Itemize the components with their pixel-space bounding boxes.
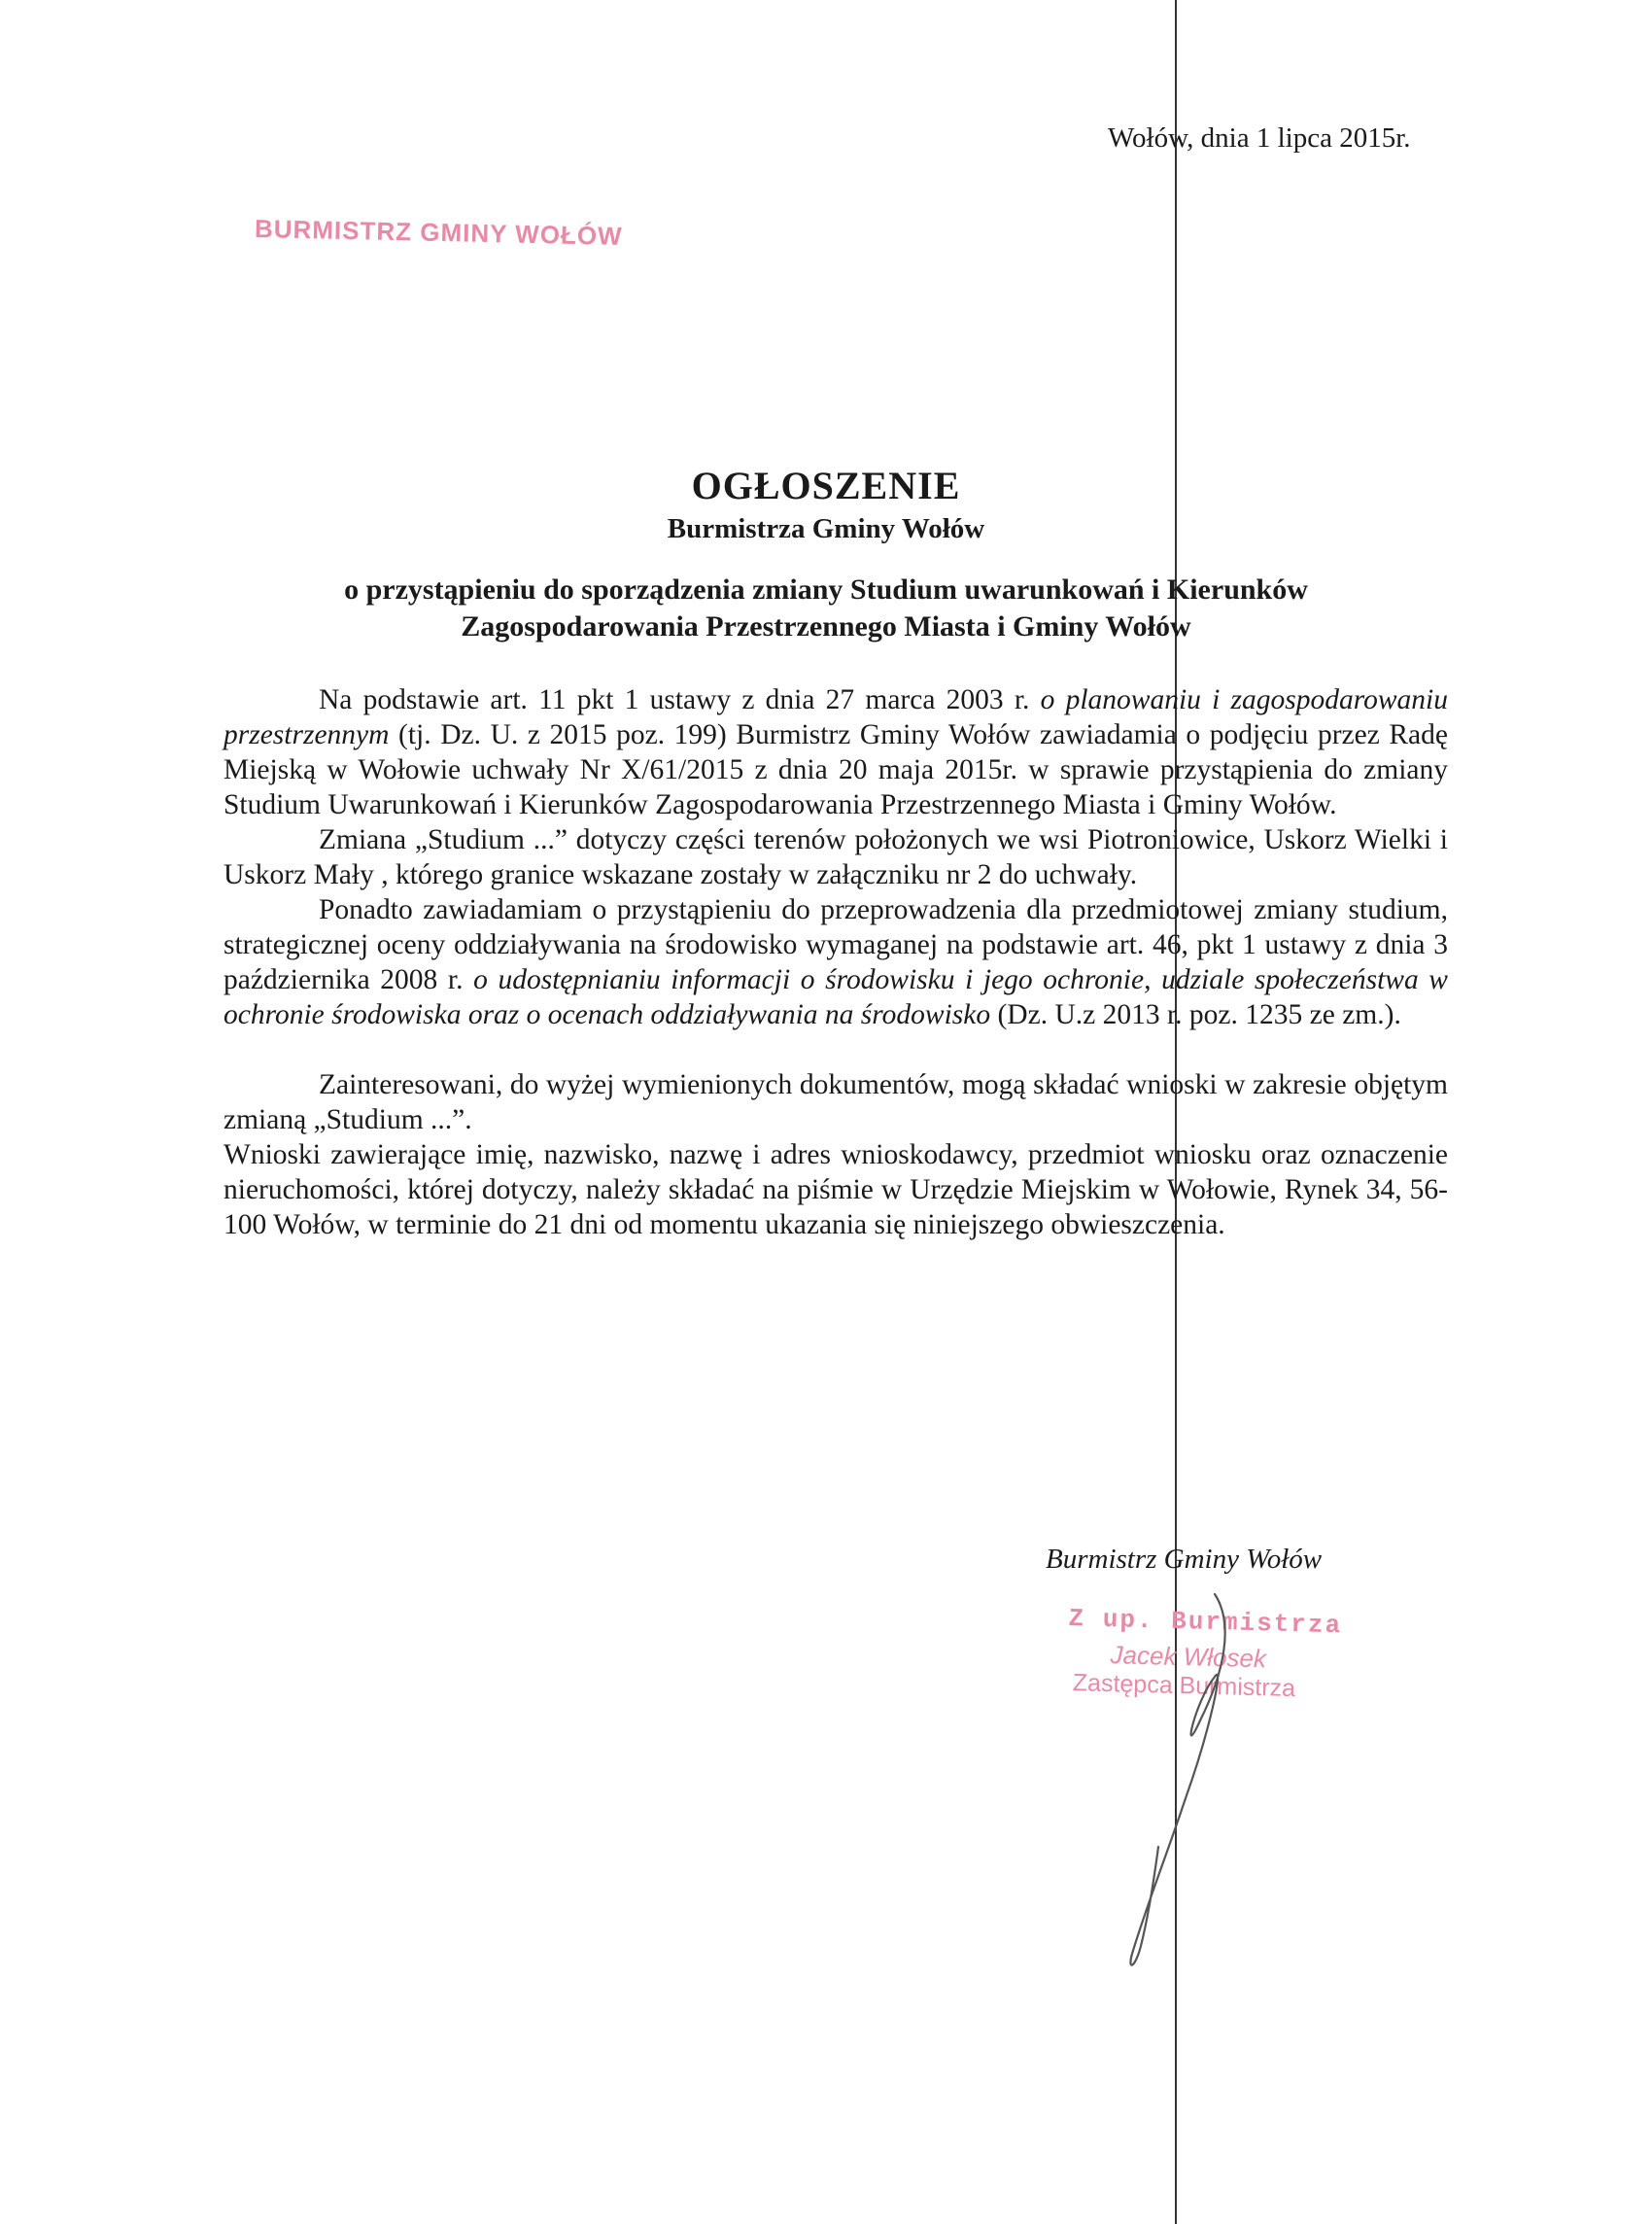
document-subtitle: Burmistrza Gminy Wołów [667,513,985,544]
handwritten-signature [1108,1584,1263,1993]
signature-stamp-line-3: Zastępca Burmistrza [1072,1669,1296,1703]
paragraph-3-italic: o udostępnianiu informacji o środowisku i jego ochronie, udziale społeczeństwa w ochronie środowiska oraz o ocenach oddziaływania na środowisko [224,964,1448,1030]
paragraph-4: Zainteresowani, do wyżej wymienionych dokumentów, mogą składać wnioski w zakresie objętym zmianą „Studium ...”. [224,1069,1448,1135]
heading-line-1: o przystąpieniu do sporządzenia zmiany Studium uwarunkowań i Kierunków [344,573,1308,606]
paragraph-1 [224,682,1448,822]
date-line: Wołów, dnia 1 lipca 2015r. [1108,122,1411,154]
issuer-stamp: BURMISTRZ GMINY WOŁÓW [254,214,623,251]
paragraph-1-italic: o planowaniu i zagospodarowaniu przestrzennym [224,684,1448,750]
paragraph-2: Zmiana „Studium ...” dotyczy części terenów położonych we wsi Piotroniowice, Uskorz Wielki i Uskorz Mały , którego granice wskazane zostały w załączniku nr 2 do uchwały. [224,824,1448,890]
paragraph-5: Wnioski zawierające imię, nazwisko, nazwę i adres wnioskodawcy, przedmiot wniosku oraz oznaczenie nieruchomości, której dotyczy, należy składać na piśmie w Urzędzie Miejskim w Wołowie, Rynek 34, 56-100 Wołów, w terminie do 21 dni od momentu ukazania się niniejszego obwieszczenia. [224,1139,1448,1240]
paragraph-3-text-a: Ponadto zawiadamiam o przystąpieniu do przeprowadzenia dla przedmiotowej zmiany studium, strategicznej oceny oddziaływania na środowisko wymaganej na podstawie art. 46, pkt 1 ustawy z dnia 3 października 2008 r. [224,894,1448,995]
paragraph-3-text-b: (Dz. U.z 2013 r. poz. 1235 ze zm.). [990,999,1401,1030]
signature-title: Burmistrz Gminy Wołów [1046,1544,1323,1575]
signature-stamp-line-1: Z up. Burmistrza [1068,1604,1343,1641]
paragraph-3 [224,892,1448,1032]
document-heading [194,572,1458,645]
paragraph-1-text-b: (tj. Dz. U. z 2015 poz. 199) Burmistrz Gminy Wołów zawiadamia o podjęciu przez Radę Miejską w Wołowie uchwały Nr X/61/2015 z dnia 20 maja 2015r. w sprawie przystąpienia do zmiany Studium Uwarunkowań i Kierunków Zagospodarowania Przestrzennego Miasta i Gminy Wołów. [224,719,1448,820]
paragraph-1-text-a: Na podstawie art. 11 pkt 1 ustawy z dnia 27 marca 2003 r. [319,684,1041,715]
heading-line-2: Zagospodarowania Przestrzennego Miasta i Gminy Wołów [461,610,1191,643]
document-title: OGŁOSZENIE [691,464,961,507]
document-body [224,682,1448,1242]
signature-stamp-line-2: Jacek Włosek [1110,1640,1267,1674]
